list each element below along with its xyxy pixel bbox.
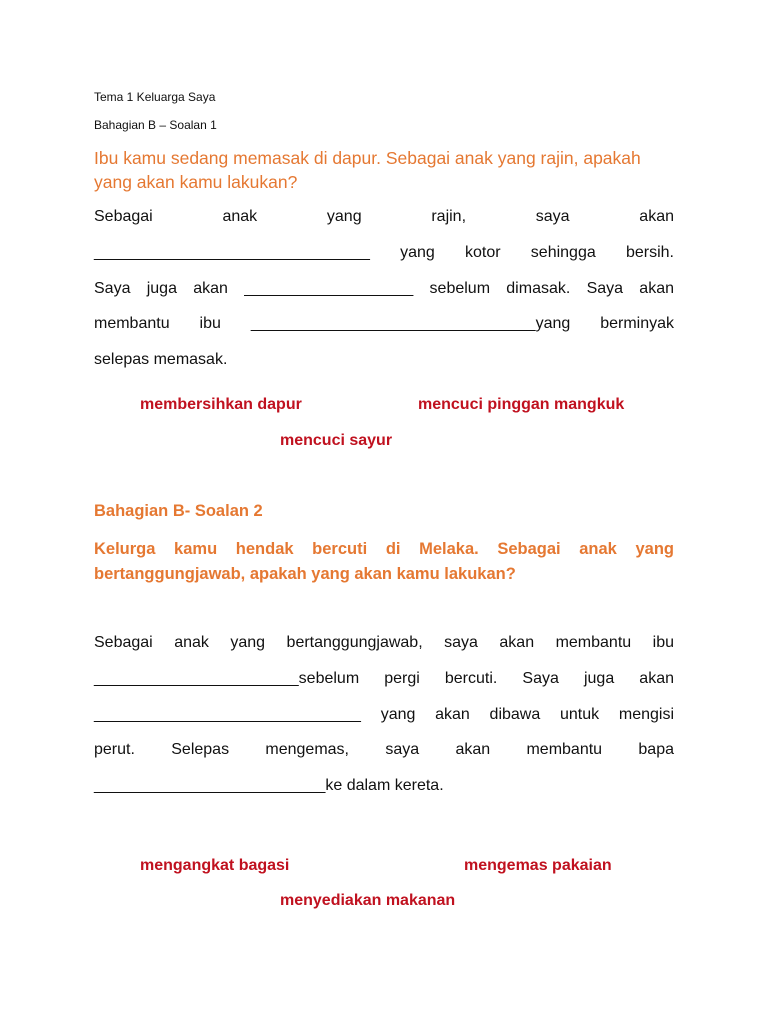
choice-mengemas-pakaian: mengemas pakaian bbox=[464, 857, 612, 874]
question-1 bbox=[94, 146, 674, 194]
choice-mencuci-pinggan-mangkuk: mencuci pinggan mangkuk bbox=[418, 396, 625, 413]
answer-1-line-5: selepas memasak. bbox=[94, 351, 228, 368]
question-1-line-1: Ibu kamu sedang memasak di dapur. Sebagai anak yang rajin, apakah bbox=[94, 148, 641, 168]
question-2 bbox=[94, 537, 674, 587]
choice-mengangkat-bagasi: mengangkat bagasi bbox=[140, 857, 290, 874]
section-1-title: Bahagian B – Soalan 1 bbox=[94, 118, 217, 132]
choice-membersihkan-dapur: membersihkan dapur bbox=[140, 396, 302, 413]
answer-2-line-5: __________________________ke dalam kereta. bbox=[94, 777, 444, 794]
question-2-line-1: Kelurga kamu hendak bercuti di Melaka. Sebagai anak yang bbox=[94, 540, 674, 558]
question-1-line-2: yang akan kamu lakukan? bbox=[94, 172, 298, 192]
section-2-title: Bahagian B- Soalan 2 bbox=[94, 502, 263, 520]
question-2-line-2: bertanggungjawab, apakah yang akan kamu lakukan? bbox=[94, 565, 516, 583]
answer-2-line-4: perut. Selepas mengemas, saya akan membantu bapa bbox=[94, 741, 674, 758]
answer-2-line-1: Sebagai anak yang bertanggungjawab, saya akan membantu ibu bbox=[94, 634, 674, 651]
answer-1-line-3: Saya juga akan ___________________ sebelum dimasak. Saya akan bbox=[94, 280, 674, 297]
answer-2-line-3: ______________________________ yang akan dibawa untuk mengisi bbox=[94, 706, 674, 723]
answer-1-line-1: Sebagai anak yang rajin, saya akan bbox=[94, 208, 674, 225]
theme-title: Tema 1 Keluarga Saya bbox=[94, 90, 216, 104]
choice-menyediakan-makanan: menyediakan makanan bbox=[280, 892, 456, 909]
answer-1-line-4: membantu ibu ________________________________yang berminyak bbox=[94, 315, 674, 332]
answer-1-line-2: _______________________________ yang kotor sehingga bersih. bbox=[94, 244, 674, 261]
answer-2-line-2: _______________________sebelum pergi bercuti. Saya juga akan bbox=[94, 670, 674, 687]
choice-mencuci-sayur: mencuci sayur bbox=[280, 432, 393, 449]
